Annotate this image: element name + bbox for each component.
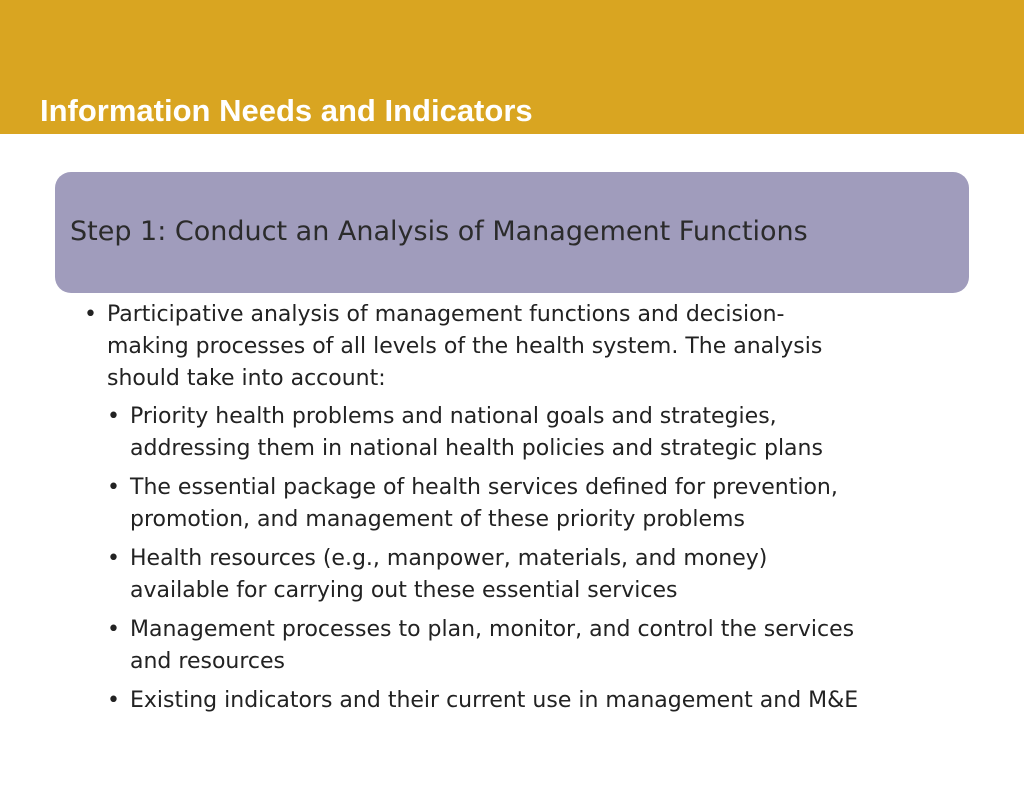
sub-bullet-priority-problems bbox=[107, 401, 974, 465]
bullet-marker: • bbox=[107, 546, 120, 571]
step-label: Step 1: Conduct an Analysis of Management Functions bbox=[70, 216, 808, 247]
sub-bullet-line: Existing indicators and their current use in management and M&E bbox=[130, 688, 859, 713]
sub-bullet-line: and resources bbox=[130, 649, 285, 674]
sub-bullet-line: Health resources (e.g., manpower, materials, and money) bbox=[130, 546, 768, 571]
bullet-marker: • bbox=[107, 404, 120, 429]
main-bullet-line: should take into account: bbox=[107, 366, 386, 391]
content-body bbox=[84, 299, 974, 724]
sub-bullet-existing-indicators bbox=[107, 685, 974, 717]
header-band bbox=[0, 0, 1024, 134]
sub-bullet-line: Priority health problems and national goals and strategies, bbox=[130, 404, 777, 429]
bullet-marker: • bbox=[84, 302, 97, 327]
sub-bullet-line: The essential package of health services defined for prevention, bbox=[130, 475, 838, 500]
sub-bullet-list bbox=[107, 401, 974, 717]
step-box bbox=[55, 172, 969, 293]
main-bullet-line: Participative analysis of management functions and decision- bbox=[107, 302, 785, 327]
main-bullet-line: making processes of all levels of the health system. The analysis bbox=[107, 334, 823, 359]
main-bullet bbox=[84, 299, 974, 395]
sub-bullet-essential-package bbox=[107, 472, 974, 536]
bullet-marker: • bbox=[107, 617, 120, 642]
sub-bullet-line: Management processes to plan, monitor, and control the services bbox=[130, 617, 855, 642]
sub-bullet-line: addressing them in national health policies and strategic plans bbox=[130, 436, 823, 461]
sub-bullet-management-processes bbox=[107, 614, 974, 678]
sub-bullet-line: available for carrying out these essential services bbox=[130, 578, 678, 603]
sub-bullet-line: promotion, and management of these priority problems bbox=[130, 507, 745, 532]
bullet-marker: • bbox=[107, 688, 120, 713]
bullet-marker: • bbox=[107, 475, 120, 500]
sub-bullet-health-resources bbox=[107, 543, 974, 607]
slide-title: Information Needs and Indicators bbox=[40, 93, 533, 128]
